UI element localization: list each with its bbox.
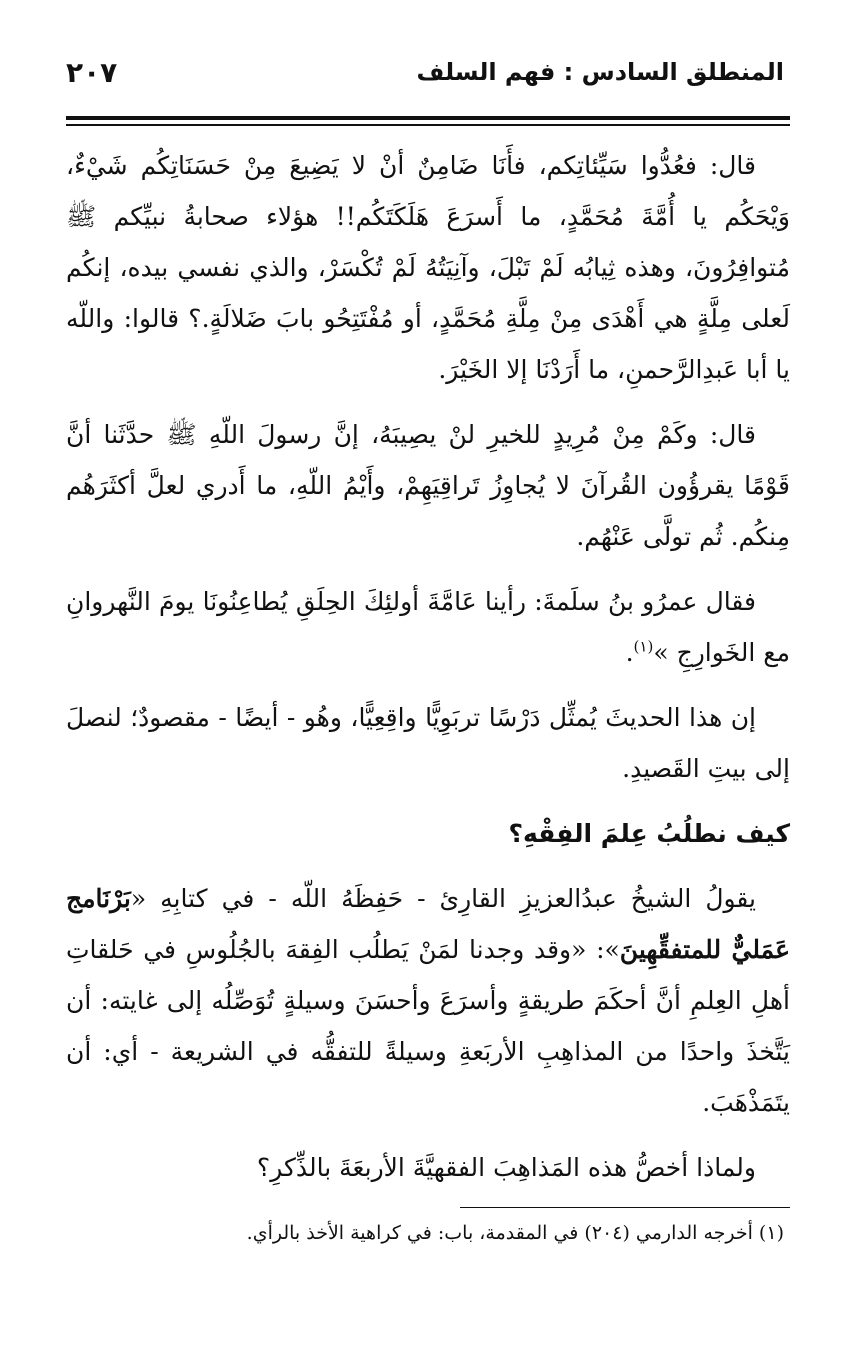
footnote: (١) أخرجه الدارمي (٢٠٤) في المقدمة، باب: في كراهية الأخذ بالرأي. [246, 1222, 784, 1244]
paragraph-hadith-khawarij: قال: وكَمْ مِنْ مُرِيدٍ للخيرِ لنْ يصِيبَهُ، إنَّ رسولَ اللّهِ ﷺ حدَّثَنا أنَّ قَوْمًا يقرؤُون القُرآنَ لا يُجاوِزُ تَراقِيَهِمْ، وأَيْمُ اللّهِ، ما أَدري لعلَّ أكثَرَهُم مِنكُم. ثُم تولَّى عَنْهُم. [66, 420, 790, 551]
paragraph-ibn-masud-speech: قال: فعُدُّوا سَيِّئاتِكم، فأَنَا ضَامِنٌ أنْ لا يَضِيعَ مِنْ حَسَنَاتِكُم شَيْءٌ، وَيْحَكُم يا أُمَّةَ مُحَمَّدٍ، ما أَسرَعَ هَلَكَتَكُم!! هؤلاء صحابةُ نبيِّكم ﷺ مُتوافِرُونَ، وهذه ثِيابُه لَمْ تَبْلَ، وآنِيَتُهُ لَمْ تُكْسَرْ، والذي نفسي بيده، إنكُم لَعلى مِلَّةٍ هي أَهْدَى مِنْ مِلَّةِ مُحَمَّدٍ، أو مُفْتَتِحُو بابَ ضَلالَةٍ.؟ قالوا: واللّه يا أبا عَبدِالرَّحمنِ، ما أَرَدْنَا إلا الخَيْرَ. [66, 151, 790, 384]
book-title: بَرْنَامج عَمَليٌّ للمتفقِّهِينَ [66, 884, 790, 964]
fiqh-rest: »: «وقد وجدنا لمَنْ يَطلُب الفِقهَ بالجُلُوسِ في حَلقاتِ أهلِ العِلمِ أنَّ أحكَمَ طريقةٍ وأسرَعَ وأحسَنَ وسيلةٍ تُوَصِّلُه إلى غايته: أن يَتَّخذَ واحدًا من المذاهِبِ الأربَعةِ وسيلةً للتفقُّه في الشريعة - أي: أن يتَمَذْهَبَ. [66, 935, 790, 1117]
paragraph-amr-ibn-salamah [66, 576, 790, 678]
quote-text: فقال عمرُو بنُ سلَمةَ: رأينا عَامَّةَ أولئِكَ الحِلَقِ يُطاعِنُونَا يومَ النَّهروانِ مع الخَوارِجِ » [66, 587, 790, 667]
running-header [66, 52, 784, 92]
paragraph-four-madhhabs: ولماذا أخصُّ هذه المَذاهِبَ الفقهيَّةَ الأربعَةَ بالذِّكرِ؟ [256, 1153, 756, 1182]
header-rule-thin [66, 124, 790, 126]
paragraph-lesson: إن هذا الحديثَ يُمثِّل دَرْسًا تربَوِيًّا واقِعِيًّا، وهُو - أيضًا - مقصودٌ؛ لنصلَ إلى بيتِ القَصيدِ. [66, 703, 790, 783]
footnote-marker: (١) [633, 637, 654, 656]
page-number: ٢٠٧ [66, 55, 118, 89]
paragraph-fiqh-method [66, 873, 790, 1128]
quote-end: . [625, 638, 634, 667]
running-title: المنطلق السادس : فهم السلف [416, 58, 784, 86]
footnote-separator [460, 1207, 790, 1208]
header-rule-thick [66, 116, 790, 120]
section-heading: كيف نطلُبُ عِلمَ الفِقْهِ؟ [508, 819, 790, 848]
body-text [66, 140, 790, 1207]
fiqh-lead: يقولُ الشيخُ عبدُالعزيزِ القارِئ - حَفِظَهُ اللّه - في كتابِهِ « [130, 884, 756, 913]
